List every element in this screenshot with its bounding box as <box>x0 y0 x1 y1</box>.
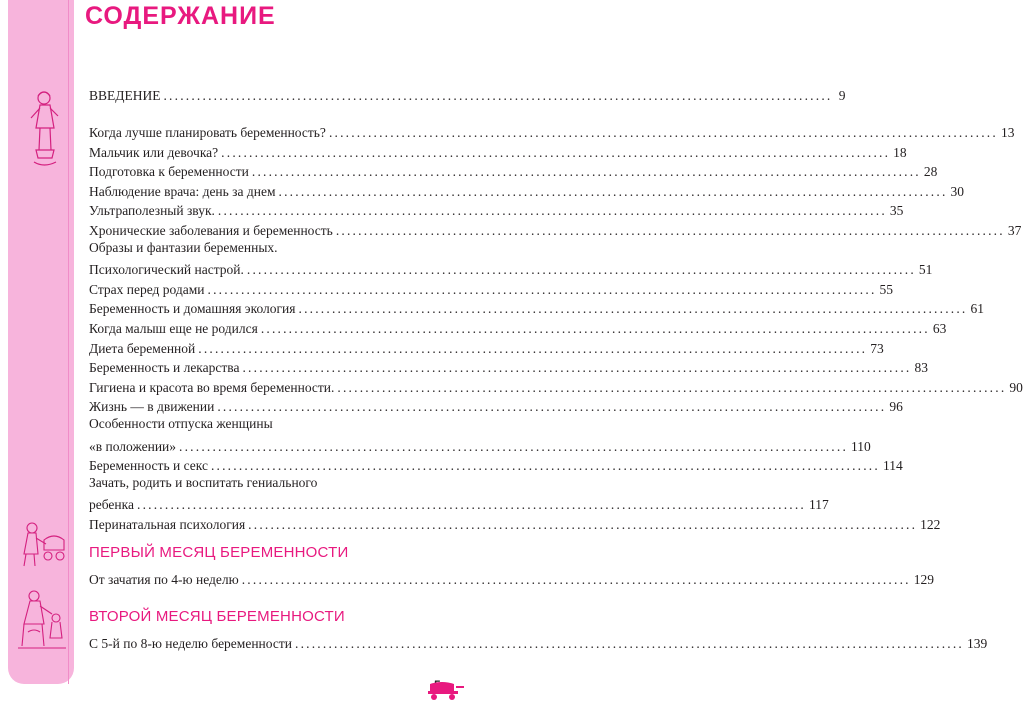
toc-entry-label: С 5-й по 8-ю неделю беременности <box>89 636 292 651</box>
toc-entry[interactable] <box>89 278 894 298</box>
toc-entry-label: Диета беременной <box>89 340 196 356</box>
toc-entry[interactable] <box>89 337 884 357</box>
toc-entry-line1: Особенности отпуска женщины <box>89 416 273 431</box>
toc-entry[interactable] <box>89 356 928 376</box>
toc-entry-page: 90 <box>1009 379 1023 395</box>
toc-entry[interactable] <box>89 258 933 278</box>
sidebar-line <box>68 0 69 684</box>
dot-leader: ........................................................................................................................ <box>210 458 880 474</box>
toc-entry-label: ВВЕДЕНИЕ <box>89 88 161 103</box>
toc-entry[interactable] <box>89 493 829 513</box>
toc-entry-label: Когда малыш еще не родился <box>89 321 258 336</box>
toc-entry-label: Когда лучше планировать беременность? <box>89 125 326 140</box>
toc-entry-label: Страх перед родами <box>89 281 205 297</box>
toc-entry-page: 96 <box>889 399 903 415</box>
toc-entry-label: Ультраполезный звук. <box>89 203 215 219</box>
toc-entry-label: «в положении» <box>89 438 177 454</box>
dot-leader: ........................................................................................................................ <box>335 223 1005 238</box>
toc-entry-page: 122 <box>920 517 941 532</box>
dot-leader: ........................................................................................................................ <box>198 340 868 356</box>
dot-leader: ........................................................................................................................ <box>248 517 918 532</box>
toc-entry-page: 63 <box>932 321 947 336</box>
toc-entry-label: Перинатальная психология <box>89 517 246 532</box>
toc-entry[interactable] <box>89 632 988 652</box>
toc-entry-label: Хронические заболевания и беременность <box>89 223 333 238</box>
toc-entry[interactable] <box>89 121 1015 141</box>
toc-entry[interactable] <box>89 568 934 588</box>
dot-leader: ........................................................................................................................ <box>137 497 806 513</box>
mother-with-pram-illustration <box>18 520 68 570</box>
toc-entry-line1: Зачать, родить и воспитать гениального <box>89 474 318 490</box>
toc-entry-page: 83 <box>914 360 928 376</box>
toc-entry-page: 30 <box>950 183 965 199</box>
toc-entry-page: 117 <box>809 497 829 513</box>
toc-entry-line1: Образы и фантазии беременных. <box>89 239 278 255</box>
toc-entry-page: 18 <box>893 144 907 160</box>
toc-entry[interactable] <box>89 454 903 474</box>
dot-leader: ........................................................................................................................ <box>337 379 1007 395</box>
toc-entry-page: 139 <box>967 636 988 651</box>
toc-entry-label: Мальчик или девочка? <box>89 144 219 160</box>
toc-entry-label: Беременность и домашняя экология <box>89 301 296 317</box>
toc-entry[interactable] <box>89 317 947 337</box>
toc-entry-label: Подготовка к беременности <box>89 164 249 180</box>
toc-entry-page: 9 <box>838 88 846 103</box>
dot-leader: ........................................................................................................................ <box>207 281 877 297</box>
section-heading: ПЕРВЫЙ МЕСЯЦ БЕРЕМЕННОСТИ <box>89 544 349 561</box>
toc-entry[interactable] <box>89 141 907 161</box>
dot-leader: ........................................................................................................................ <box>246 262 916 278</box>
toc-entry-page: 35 <box>889 203 904 219</box>
toc-entry[interactable] <box>89 160 938 180</box>
dot-leader: ........................................................................................................................ <box>217 399 887 415</box>
toc-entry-label: От зачатия по 4-ю неделю <box>89 572 239 587</box>
toc-entry[interactable] <box>89 297 984 317</box>
dot-leader: ........................................................................................................................ <box>217 203 887 219</box>
toc-entry[interactable] <box>89 395 903 415</box>
toc-entry[interactable] <box>89 376 1023 396</box>
dot-leader: ........................................................................................................................ <box>251 164 921 180</box>
toc-entry-page: 73 <box>870 340 884 356</box>
toc-entry-intro[interactable] <box>89 84 846 104</box>
dot-leader: ........................................................................................................................ <box>242 360 912 376</box>
dot-leader: ........................................................................................................................ <box>295 636 964 651</box>
dot-leader: ........................................................................................................................ <box>163 88 833 103</box>
toc-entry-page: 129 <box>913 572 934 587</box>
toc-entry[interactable] <box>89 199 904 219</box>
dot-leader: ........................................................................................................................ <box>260 321 930 336</box>
toc-entry[interactable] <box>89 513 941 533</box>
stroller-icon <box>424 682 468 701</box>
toc-entry-page: 13 <box>1000 125 1015 140</box>
dot-leader: ........................................................................................................................ <box>221 144 891 160</box>
toc-entry-page: 110 <box>851 438 871 454</box>
toc-entry-label: Психологический настрой. <box>89 262 244 278</box>
toc-entry-label: Наблюдение врача: день за днем <box>89 183 276 199</box>
dot-leader: ........................................................................................................................ <box>328 125 998 140</box>
page-title: СОДЕРЖАНИЕ <box>85 2 276 30</box>
toc-entry-page: 37 <box>1007 223 1022 238</box>
toc-entry-label: Гигиена и красота во время беременности. <box>89 379 335 395</box>
toc-entry-page: 28 <box>923 164 938 180</box>
toc-entry-label: Беременность и секс <box>89 458 208 474</box>
pink-sidebar <box>8 0 74 684</box>
toc-entry-label: Беременность и лекарства <box>89 360 240 376</box>
toc-entry-label: Жизнь — в движении <box>89 399 215 415</box>
toc-entry-page: 55 <box>879 281 894 297</box>
dot-leader: ........................................................................................................................ <box>298 301 968 317</box>
section-heading: ВТОРОЙ МЕСЯЦ БЕРЕМЕННОСТИ <box>89 608 345 625</box>
toc-entry[interactable] <box>89 219 1022 239</box>
dot-leader: ........................................................................................................................ <box>179 438 849 454</box>
toc-entry[interactable] <box>89 180 965 200</box>
toc-entry-label: ребенка <box>89 497 134 513</box>
toc-entry[interactable] <box>89 435 871 455</box>
toc-entry-page: 114 <box>882 458 903 474</box>
toc-entry-page: 51 <box>918 262 933 278</box>
toc-entry-page: 61 <box>970 301 984 317</box>
girl-figure-illustration <box>26 88 64 172</box>
dot-leader: ........................................................................................................................ <box>278 183 948 199</box>
dot-leader: ........................................................................................................................ <box>241 572 911 587</box>
mother-with-child-illustration <box>14 588 70 654</box>
